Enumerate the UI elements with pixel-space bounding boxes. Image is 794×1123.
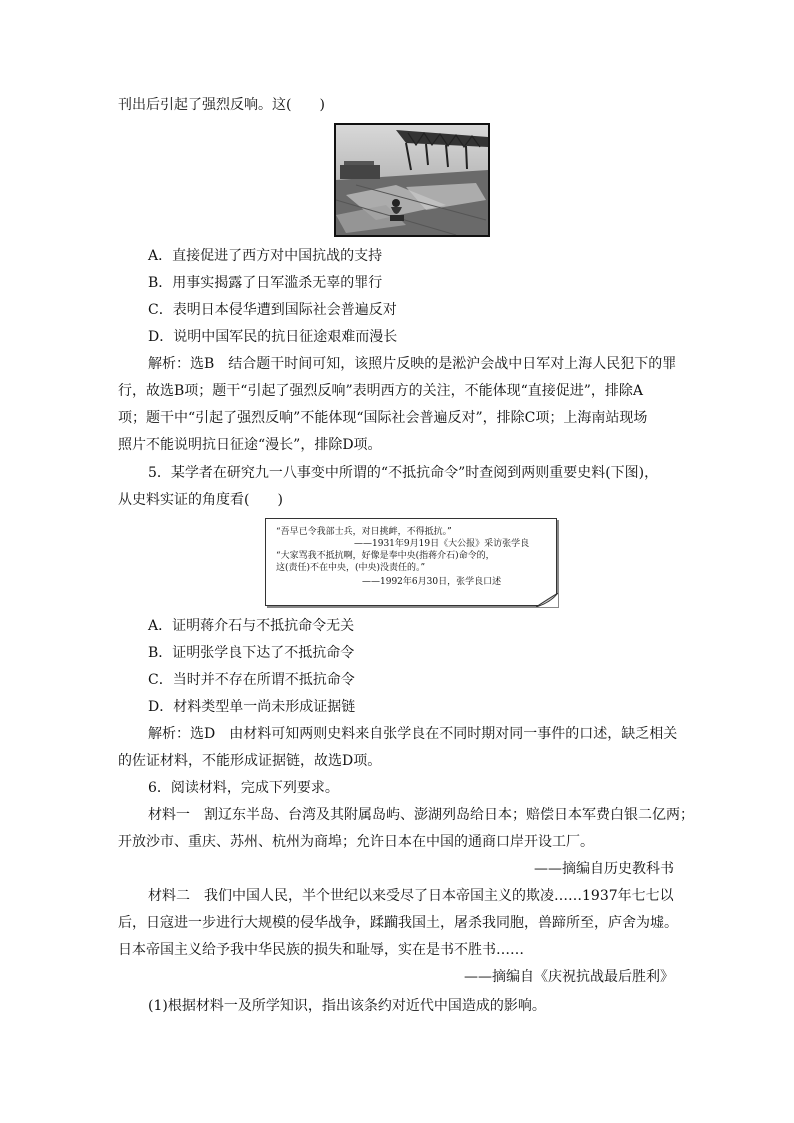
- material-two-line: 后，日寇进一步进行大规模的侵华战争，蹂躏我国土，屠杀我同胞，兽蹄所至，庐舍为墟。: [118, 915, 678, 931]
- quote-source: ——1931年9月19日《大公报》采访张学良: [354, 539, 530, 549]
- q5-stem-line: 5．某学者在研究九一八事变中所谓的“不抵抗命令”时查阅到两则重要史料(下图)，: [148, 465, 659, 481]
- quote-line: “吾早已令我部士兵，对日挑衅，不得抵抗。”: [276, 527, 452, 537]
- material-two-line: 材料二 我们中国人民，半个世纪以来受尽了日本帝国主义的欺凌……1937年七七以: [148, 888, 674, 904]
- q4-analysis-line: 照片不能说明抗日征途“漫长”，排除D项。: [118, 437, 382, 453]
- material-two-line: 日本帝国主义给予我中华民族的损失和耻辱，实在是书不胜书……: [118, 942, 524, 958]
- quote-line: “大家骂我不抵抗啊，好像是奉中央(指蒋介石)命令的，: [276, 551, 495, 561]
- q5-option-a: A．证明蒋介石与不抵抗命令无关: [148, 618, 355, 634]
- q4-option-c: C．表明日本侵华遭到国际社会普遍反对: [148, 302, 397, 318]
- photo-image: [336, 125, 488, 235]
- q4-option-a: A．直接促进了西方对中国抗战的支持: [148, 248, 383, 264]
- q6-task-1: (1)根据材料一及所学知识，指出该条约对近代中国造成的影响。: [148, 998, 546, 1014]
- q5-option-b: B．证明张学良下达了不抵抗命令: [148, 645, 355, 661]
- photo-shanghai-south-station-icon: [334, 123, 490, 237]
- quote-source: ——1992年6月30日，张学良口述: [362, 577, 502, 587]
- q4-analysis-line: 解析：选B 结合题干时间可知，该照片反映的是淞沪会战中日军对上海人民犯下的罪: [148, 356, 677, 372]
- q4-analysis-line: 项；题干中“引起了强烈反响”不能体现“国际社会普遍反对”，排除C项；上海南站现场: [118, 410, 648, 426]
- q5-analysis-line: 的佐证材料，不能形成证据链，故选D项。: [118, 753, 382, 769]
- material-one-line: 开放沙市、重庆、苏州、杭州为商埠；允许日本在中国的通商口岸开设工厂。: [118, 834, 594, 850]
- q6-stem: 6．阅读材料，完成下列要求。: [148, 780, 339, 796]
- q4-analysis-line: 行，故选B项；题干“引起了强烈反响”表明西方的关注，不能体现“直接促进”，排除A: [118, 383, 644, 399]
- material-one-line: 材料一 割辽东半岛、台湾及其附属岛屿、澎湖列岛给日本；赔偿日本军费白银二亿两；: [148, 807, 694, 823]
- page-curl-icon: [536, 593, 558, 607]
- q4-option-b: B．用事实揭露了日军滥杀无辜的罪行: [148, 275, 383, 291]
- material-one-source: ——摘编自历史教科书: [534, 861, 674, 877]
- quote-line: 这(责任)不在中央，(中央)没责任的。”: [276, 563, 426, 573]
- historical-quote-box: [265, 518, 557, 606]
- q5-option-d: D．材料类型单一尚未形成证据链: [148, 699, 356, 715]
- q5-analysis-line: 解析：选D 由材料可知两则史料来自张学良在不同时期对同一事件的口述，缺乏相关: [148, 726, 678, 742]
- q5-option-c: C．当时并不存在所谓不抵抗命令: [148, 672, 355, 688]
- material-two-source: ——摘编自《庆祝抗战最后胜利》: [464, 969, 674, 985]
- q5-stem-line: 从史料实证的角度看( ): [118, 492, 283, 508]
- intro-line: 刊出后引起了强烈反响。这( ): [118, 97, 325, 113]
- q4-option-d: D．说明中国军民的抗日征途艰难而漫长: [148, 329, 398, 345]
